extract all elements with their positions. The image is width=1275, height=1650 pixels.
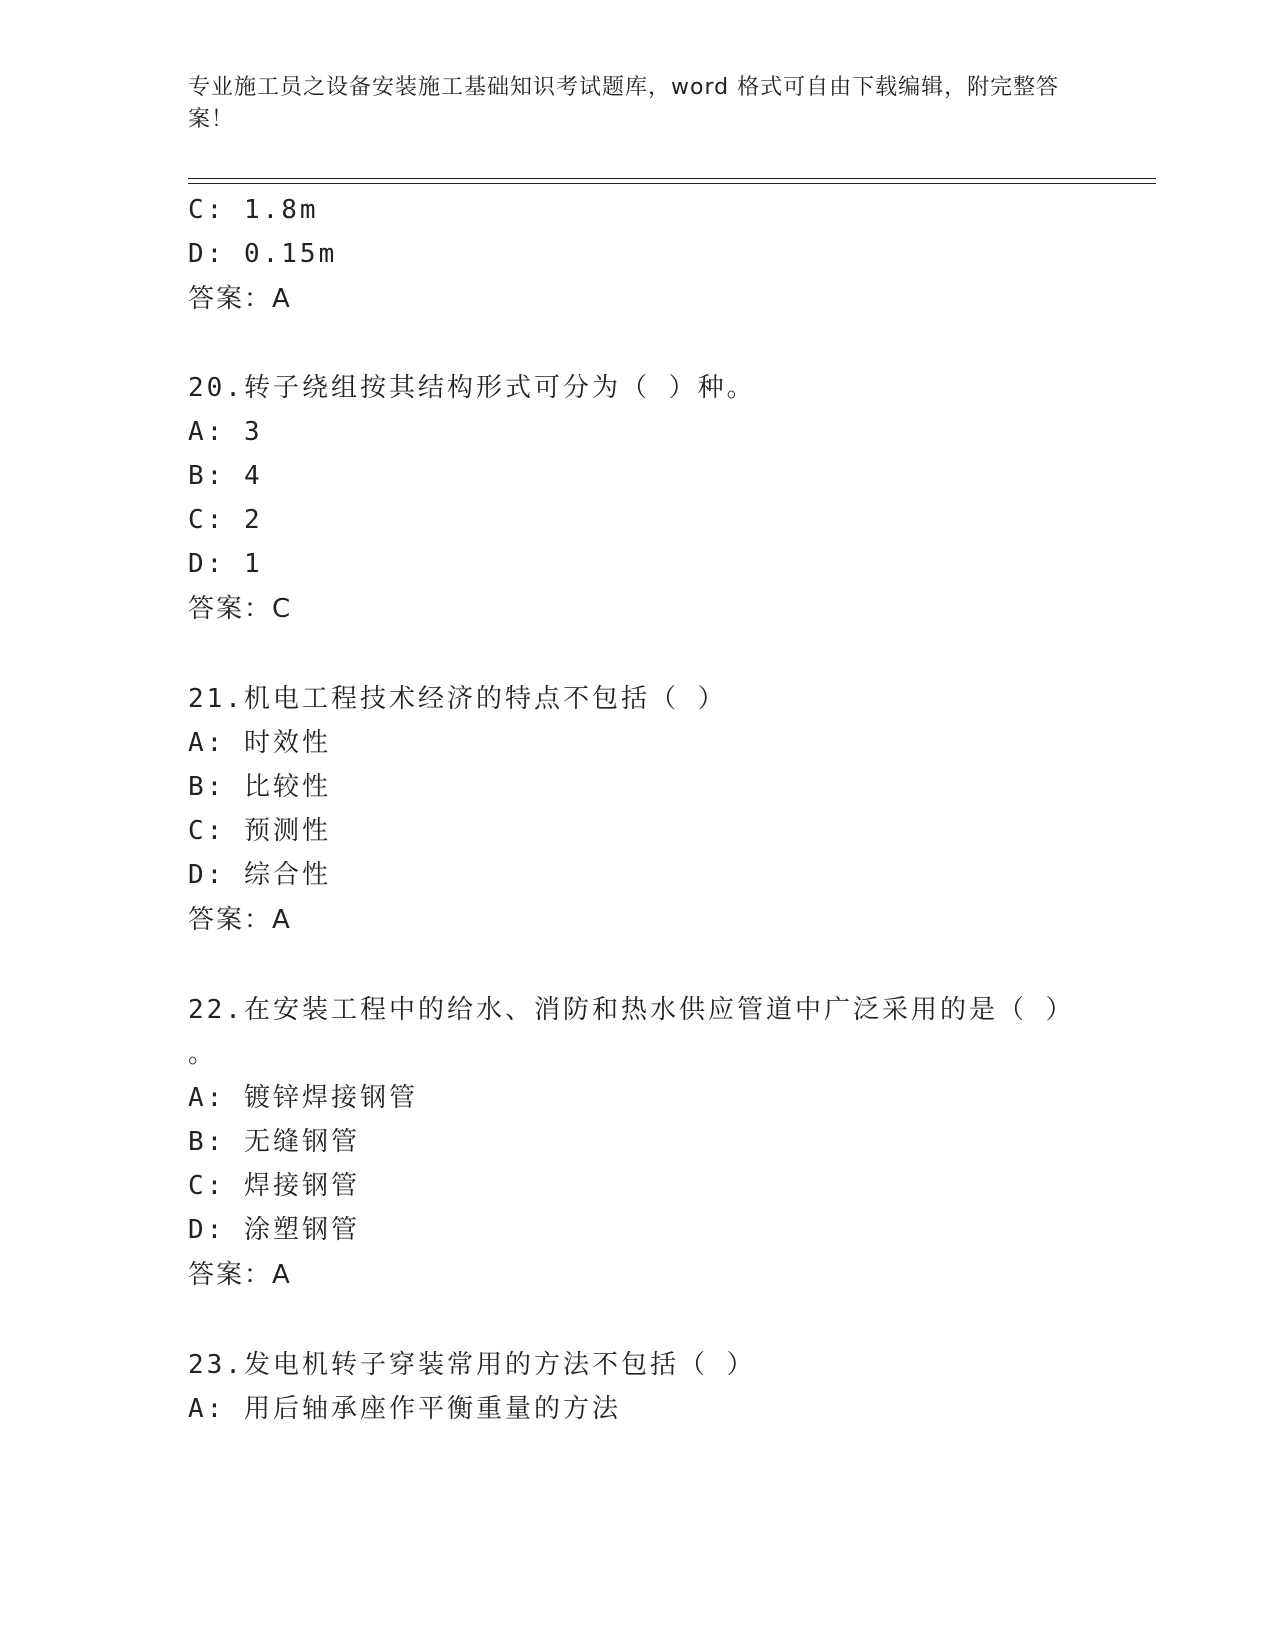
option-line: B: 比较性 [188, 772, 331, 802]
question-line: 23.发电机转子穿装常用的方法不包括（ ） [188, 1350, 756, 1380]
answer-line: 答案：C [188, 594, 293, 624]
option-line: D: 0.15m [188, 239, 338, 269]
answer-line: 答案：A [188, 284, 292, 314]
option-line: C: 1.8m [188, 195, 319, 225]
question-line: 21.机电工程技术经济的特点不包括（ ） [188, 684, 727, 714]
option-line: A: 镀锌焊接钢管 [188, 1083, 418, 1113]
option-line: A: 时效性 [188, 728, 331, 758]
answer-line: 答案：A [188, 1260, 292, 1290]
header-divider-top [188, 178, 1156, 179]
option-line: C: 预测性 [188, 816, 331, 846]
option-line: A: 用后轴承座作平衡重量的方法 [188, 1394, 621, 1424]
option-line: A: 3 [188, 417, 263, 447]
question-line: 20.转子绕组按其结构形式可分为（ ）种。 [188, 373, 756, 403]
option-line: D: 1 [188, 549, 263, 579]
document-header: 专业施工员之设备安装施工基础知识考试题库，word 格式可自由下载编辑，附完整答案！ [188, 75, 1060, 132]
option-line: C: 焊接钢管 [188, 1171, 360, 1201]
question-line: 22.在安装工程中的给水、消防和热水供应管道中广泛采用的是（ ） [188, 995, 1075, 1025]
header-divider-bottom [188, 183, 1156, 184]
option-line: D: 综合性 [188, 860, 331, 890]
option-line: B: 无缝钢管 [188, 1127, 360, 1157]
option-line: B: 4 [188, 461, 263, 491]
option-line: C: 2 [188, 505, 263, 535]
option-line: D: 涂塑钢管 [188, 1215, 360, 1245]
question-line-continuation: 。 [188, 1039, 218, 1069]
answer-line: 答案：A [188, 905, 292, 935]
